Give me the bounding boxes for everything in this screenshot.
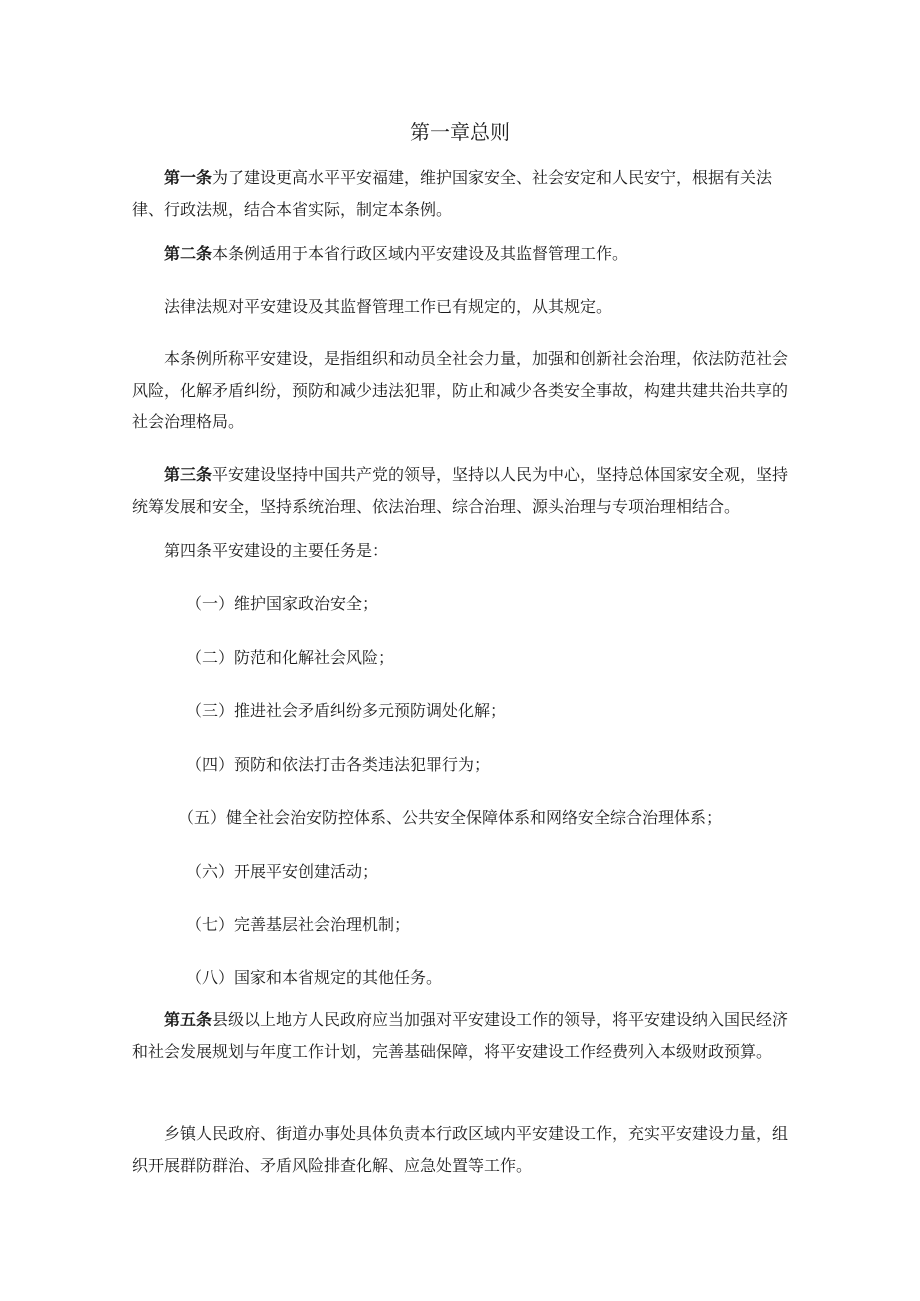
list-item: （二）防范和化解社会风险； <box>186 648 395 667</box>
list-item: （五）健全社会治安防控体系、公共安全保障体系和网络安全综合治理体系； <box>178 808 723 827</box>
article-1 <box>132 162 792 225</box>
article-4: 第四条平安建设的主要任务是： <box>164 541 389 560</box>
list-item: （三）推进社会矛盾纠纷多元预防调处化解； <box>186 701 507 720</box>
list-item: （七）完善基层社会治理机制； <box>186 915 411 934</box>
article-2-paragraph-3: 本条例所称平安建设，是指组织和动员全社会力量，加强和创新社会治理，依法防范社会风险，化解矛盾纠纷，预防和减少违法犯罪，防止和减少各类安全事故，构建共建共治共享的社会治理格局。 <box>132 349 789 431</box>
article-5 <box>132 1004 792 1067</box>
article-3-label: 第三条 <box>164 465 213 484</box>
article-2-paragraph-2: 法律法规对平安建设及其监督管理工作已有规定的，从其规定。 <box>164 297 613 316</box>
article-5-paragraph-2: 乡镇人民政府、街道办事处具体负责本行政区域内平安建设工作，充实平安建设力量，组织开展群防群治、矛盾风险排查化解、应急处置等工作。 <box>132 1124 789 1175</box>
article-5-text: 县级以上地方人民政府应当加强对平安建设工作的领导，将平安建设纳入国民经济和社会发展规划与年度工作计划，完善基础保障，将平安建设工作经费列入本级财政预算。 <box>132 1010 789 1061</box>
article-3 <box>132 459 792 522</box>
chapter-title: 第一章总则 <box>410 120 510 144</box>
list-item: （八）国家和本省规定的其他任务。 <box>186 968 443 987</box>
article-1-text: 为了建设更高水平平安福建，维护国家安全、社会安定和人民安宁，根据有关法律、行政法规，结合本省实际，制定本条例。 <box>132 168 773 219</box>
article-2-label: 第二条 <box>164 244 213 263</box>
article-5-label: 第五条 <box>164 1010 213 1029</box>
article-2 <box>132 238 792 270</box>
article-3-text: 平安建设坚持中国共产党的领导，坚持以人民为中心，坚持总体国家安全观，坚持统筹发展和安全，坚持系统治理、依法治理、综合治理、源头治理与专项治理相结合。 <box>132 465 789 516</box>
list-item: （四）预防和依法打击各类违法犯罪行为； <box>186 755 491 774</box>
article-1-label: 第一条 <box>164 168 213 187</box>
list-item: （一）维护国家政治安全； <box>186 594 379 613</box>
article-2-text: 本条例适用于本省行政区域内平安建设及其监督管理工作。 <box>212 244 629 263</box>
list-item: （六）开展平安创建活动； <box>186 862 379 881</box>
